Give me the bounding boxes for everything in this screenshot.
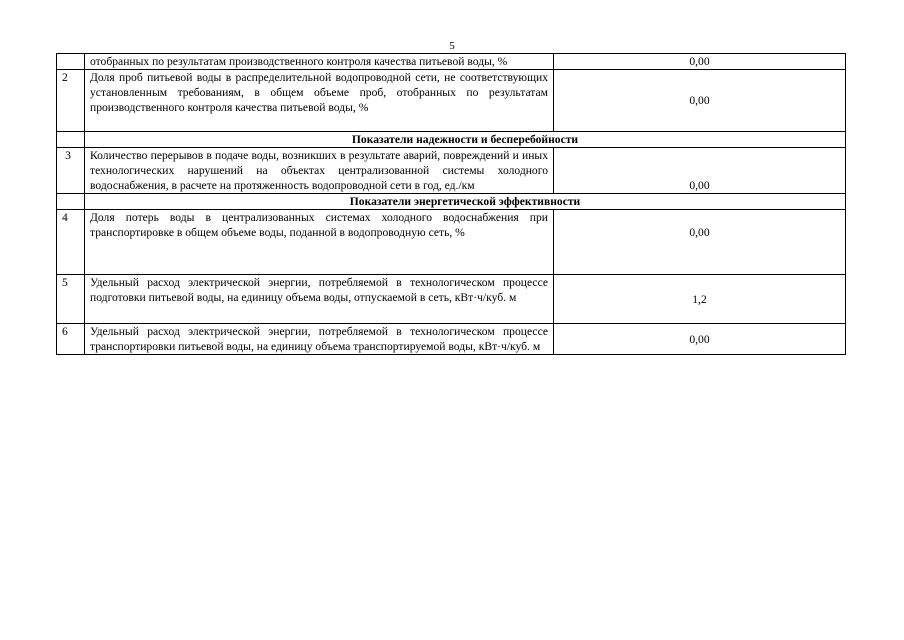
section-row <box>57 194 846 210</box>
indicator-value: 0,00 <box>554 54 846 70</box>
section-heading: Показатели надежности и бесперебойности <box>85 132 846 148</box>
table-row <box>57 324 846 355</box>
row-number: 3 <box>57 148 85 194</box>
table-row <box>57 148 846 194</box>
table-row <box>57 275 846 324</box>
indicator-text: Удельный расход электрической энергии, потребляемой в технологическом процессе подготовки питьевой воды, на единицу объема воды, отпускаемой в сеть, кВт·ч/куб. м <box>85 275 554 324</box>
indicator-value: 0,00 <box>554 148 846 194</box>
row-number: 6 <box>57 324 85 355</box>
indicator-text: отобранных по результатам производственного контроля качества питьевой воды, % <box>85 54 554 70</box>
indicator-value: 0,00 <box>554 70 846 132</box>
section-row <box>57 132 846 148</box>
indicators-table <box>56 53 846 355</box>
indicator-value: 0,00 <box>554 324 846 355</box>
section-heading: Показатели энергетической эффективности <box>85 194 846 210</box>
row-number: 5 <box>57 275 85 324</box>
indicator-text: Удельный расход электрической энергии, потребляемой в технологическом процессе транспортировки питьевой воды, на единицу объема транспортируемой воды, кВт·ч/куб. м <box>85 324 554 355</box>
table-row <box>57 70 846 132</box>
row-number: 4 <box>57 210 85 275</box>
page-number: 5 <box>449 40 455 52</box>
indicator-text: Доля потерь воды в централизованных системах холодного водоснабжения при транспортировке в общем объеме воды, поданной в водопроводную сеть, % <box>85 210 554 275</box>
table-row <box>57 210 846 275</box>
indicator-text: Количество перерывов в подаче воды, возникших в результате аварий, повреждений и иных технологических нарушений на объектах централизованной системы холодного водоснабжения, в расчете на протяженность водопроводной сети в год, ед./км <box>85 148 554 194</box>
indicator-value: 0,00 <box>554 210 846 275</box>
table-row <box>57 54 846 70</box>
indicator-text: Доля проб питьевой воды в распределительной водопроводной сети, не соответствующих установленным требованиям, в общем объеме проб, отобранных по результатам производственного контроля качества питьевой воды, % <box>85 70 554 132</box>
row-number <box>57 54 85 70</box>
indicator-value: 1,2 <box>554 275 846 324</box>
row-number: 2 <box>57 70 85 132</box>
